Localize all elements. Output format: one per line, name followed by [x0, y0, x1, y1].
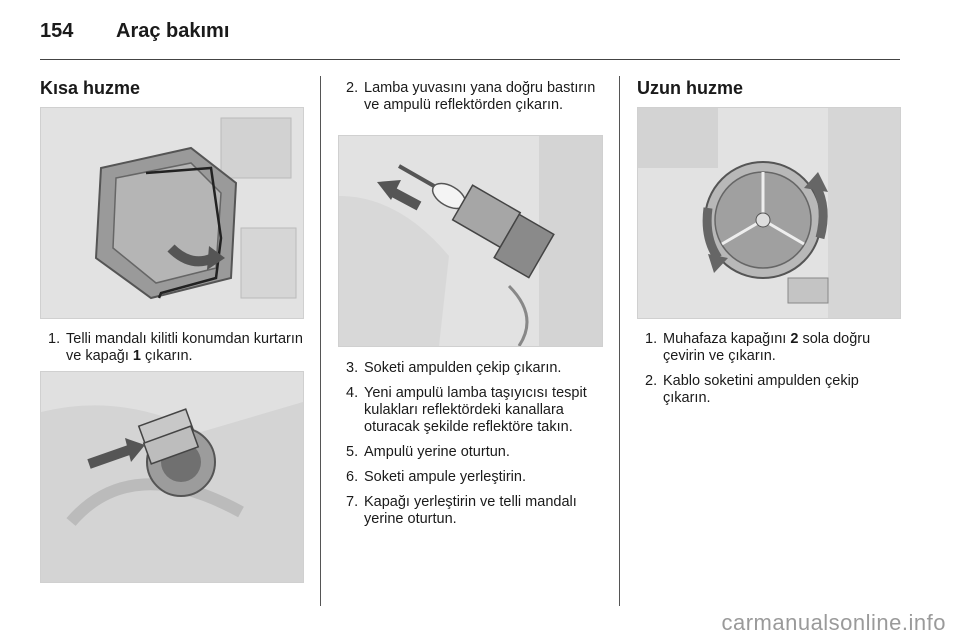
step-number: 6.	[346, 469, 359, 485]
step-number: 5.	[346, 444, 359, 460]
list-item	[637, 373, 903, 407]
step-number: 1.	[645, 331, 658, 347]
high-beam-steps	[637, 331, 903, 415]
step-text: Soketi ampule yerleştirin.	[364, 469, 526, 485]
column-divider-left	[320, 76, 321, 606]
step-text: Kapağı yerleştirin ve telli mandalı yerine oturtun.	[364, 494, 577, 527]
watermark: carmanualsonline.info	[721, 610, 946, 635]
step-text: Lamba yuvasını yana doğru bastırın ve ampulü reflektörden çıkarın.	[364, 80, 596, 113]
low-beam-steps-3	[338, 360, 606, 536]
list-item	[40, 331, 310, 365]
step-number: 7.	[346, 494, 359, 510]
step-number: 4.	[346, 385, 359, 401]
list-item	[637, 331, 903, 365]
figure-housing-cover	[637, 107, 901, 319]
illustration-socket-press	[41, 372, 303, 582]
step-callout-number: 2	[790, 331, 799, 347]
figure-lamp-socket	[40, 371, 304, 583]
step-text: Soketi ampulden çekip çıkarın.	[364, 360, 562, 376]
section-heading-low-beam: Kısa huzme	[40, 78, 141, 98]
step-callout-number: 1	[132, 348, 141, 364]
illustration-cover-removal	[41, 108, 303, 318]
column-divider-right	[619, 76, 620, 606]
section-heading-high-beam: Uzun huzme	[637, 78, 743, 98]
step-text: Muhafaza kapağını	[663, 331, 791, 347]
step-number: 2.	[645, 373, 658, 389]
low-beam-steps-1	[40, 331, 310, 373]
list-item	[338, 469, 606, 486]
figure-headlamp-cover	[40, 107, 304, 319]
illustration-cover-rotate	[638, 108, 900, 318]
header-rule	[40, 59, 900, 60]
step-text: Telli mandalı kilitli konumdan kurtarın ve kapağı	[66, 331, 303, 364]
list-item	[338, 80, 606, 114]
step-number: 3.	[346, 360, 359, 376]
list-item	[338, 494, 606, 528]
page-number: 154	[40, 20, 74, 42]
step-text: Kablo soketini ampulden çekip çıkarın.	[663, 373, 859, 406]
step-text-end: sola doğru çevirin ve çıkarın.	[663, 331, 871, 364]
step-text: Yeni ampulü lamba taşıyıcısı tespit kulakları reflektördeki kanallara oturacak şekilde reflektöre takın.	[364, 385, 587, 435]
page-title: Araç bakımı	[116, 20, 230, 42]
step-text: Ampulü yerine oturtun.	[364, 444, 510, 460]
step-number: 2.	[346, 80, 359, 96]
list-item	[338, 360, 606, 377]
step-text-end: çıkarın.	[141, 348, 193, 364]
illustration-bulb-removal	[339, 136, 602, 346]
list-item	[338, 444, 606, 461]
figure-bulb-removal	[338, 135, 603, 347]
step-number: 1.	[48, 331, 61, 347]
list-item	[338, 385, 606, 436]
low-beam-steps-2	[338, 80, 606, 122]
